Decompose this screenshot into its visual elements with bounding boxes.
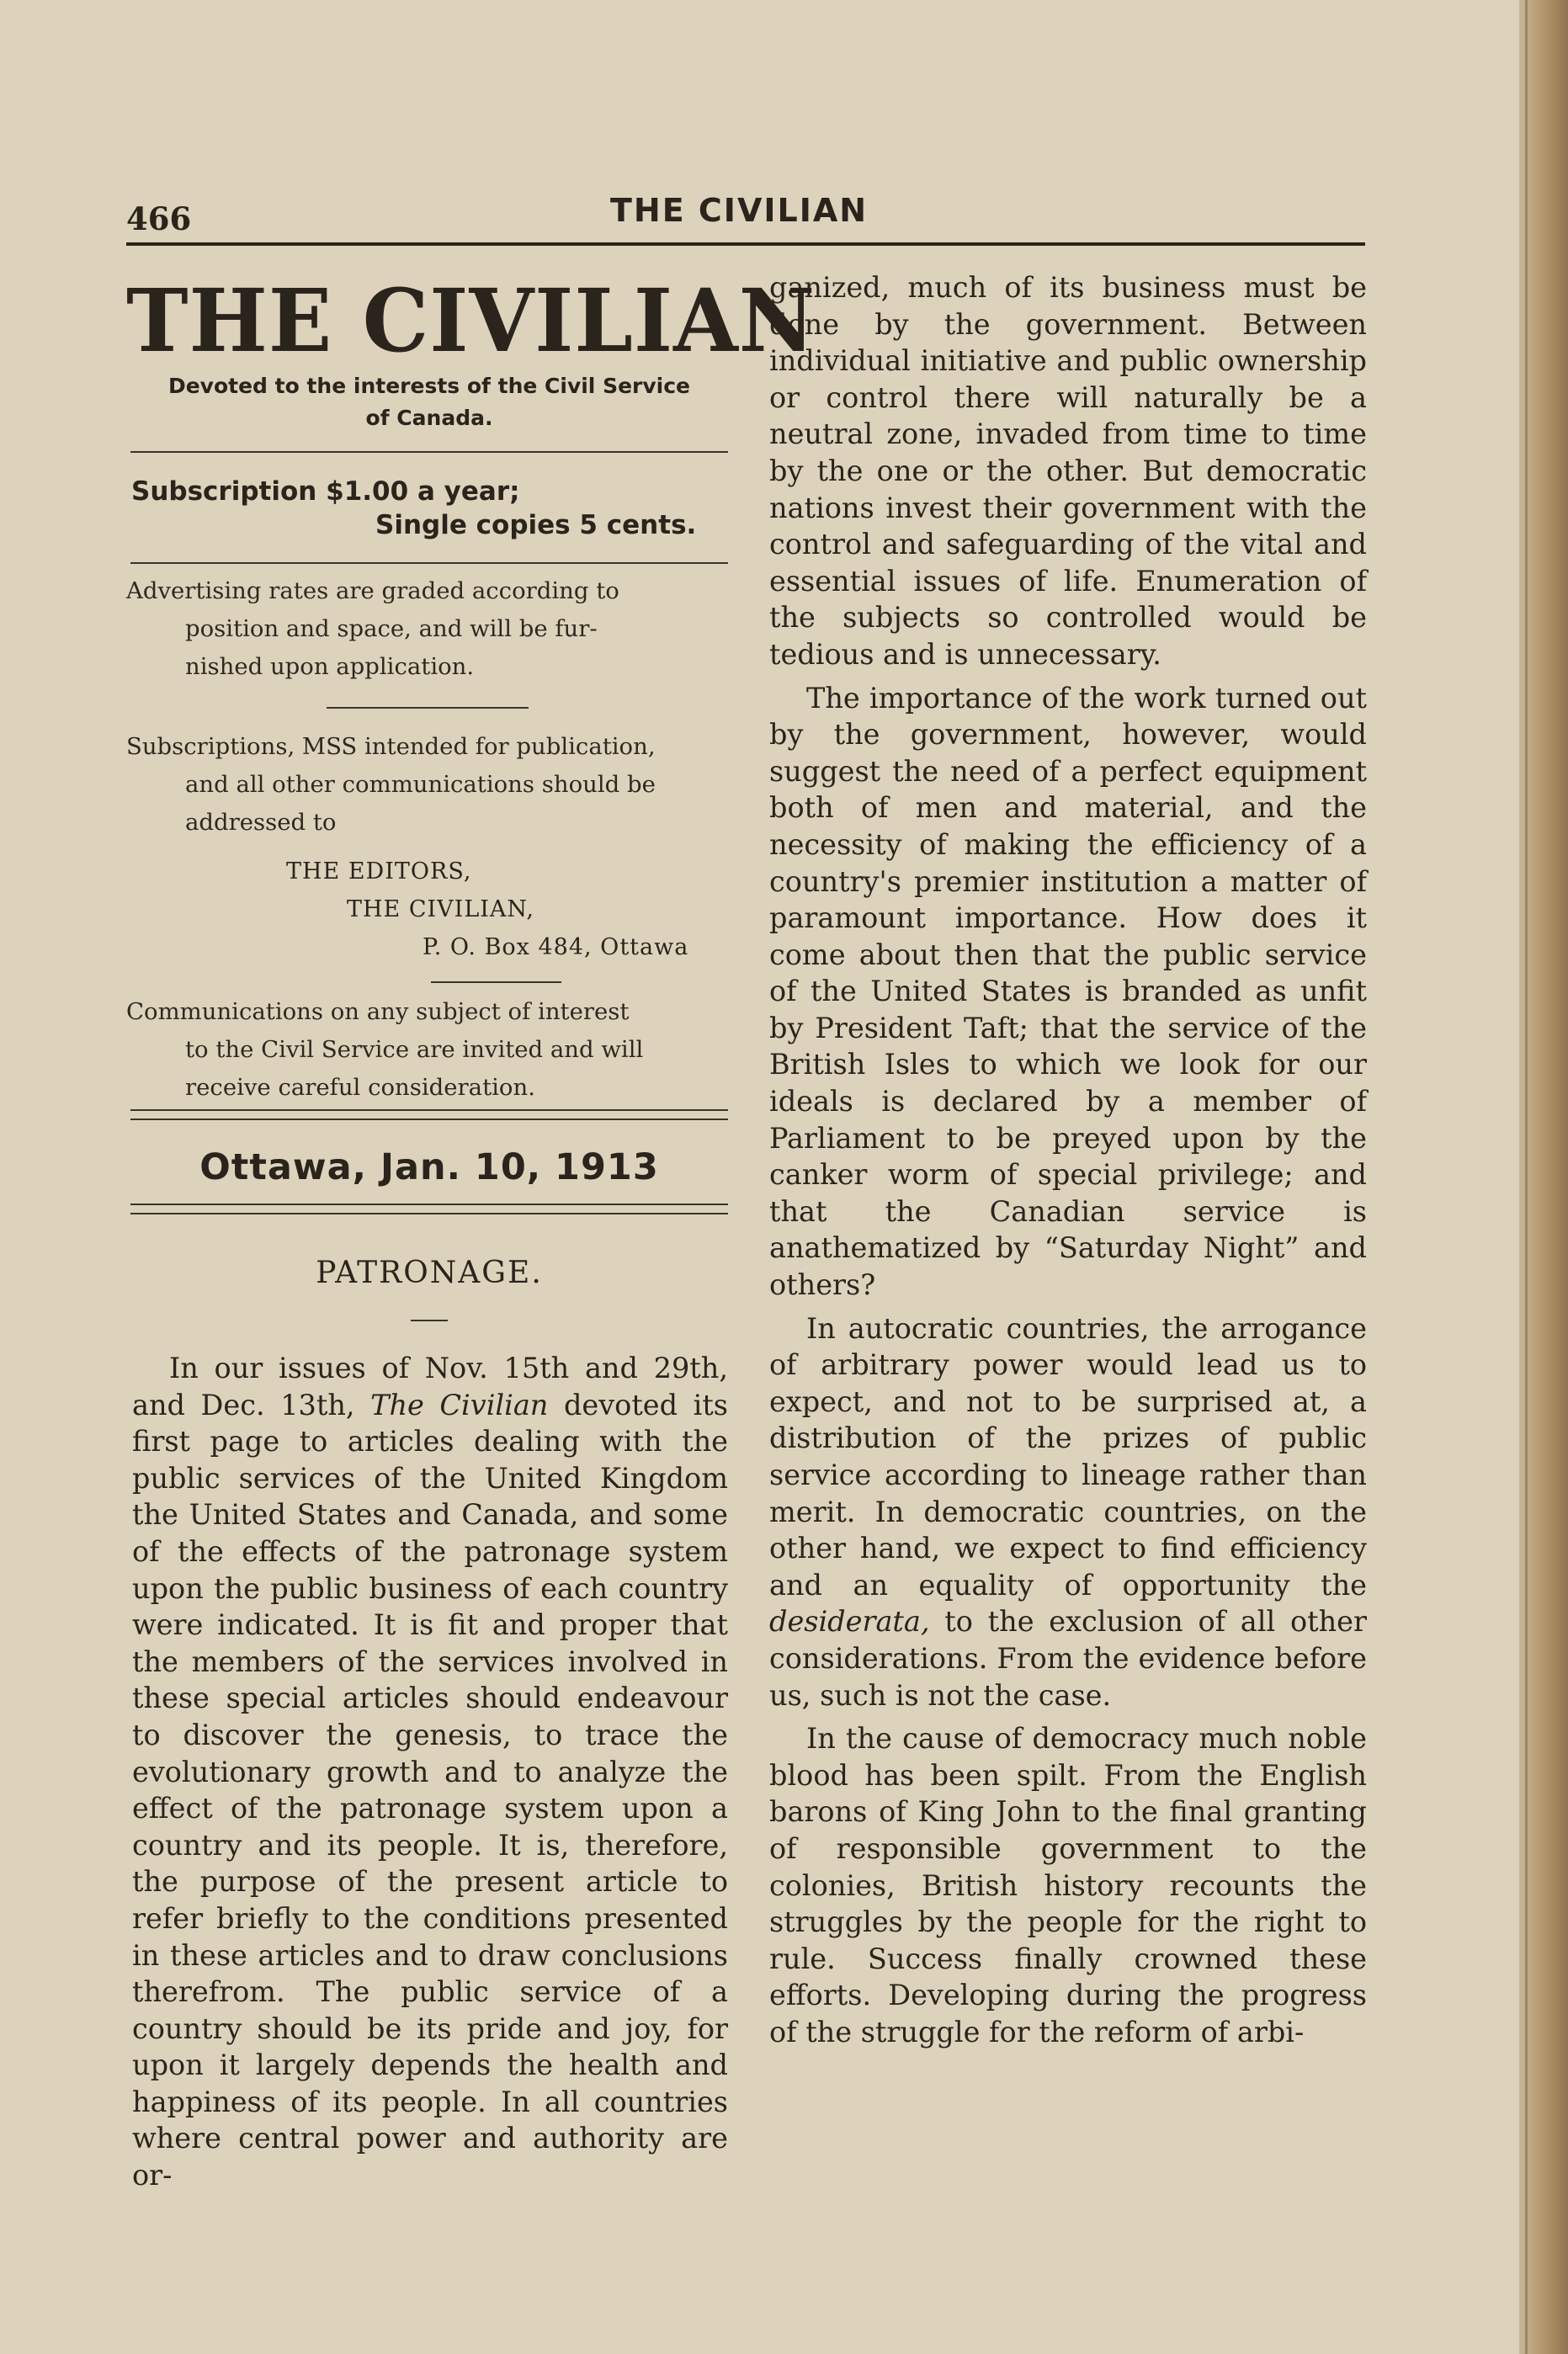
address-line-2: THE CIVILIAN,	[347, 896, 534, 922]
communications-line-2: to the Civil Service are invited and will	[185, 1036, 644, 1063]
advertising-notice	[126, 572, 732, 686]
heading-dash	[411, 1320, 448, 1321]
masthead-tagline	[126, 370, 732, 434]
advertising-line-3: nished upon application.	[185, 653, 475, 680]
paragraph-1-text-a: In our issues of Nov. 15th and 29th, and Dec. 13th,	[132, 1352, 728, 1421]
header-rule	[126, 242, 1365, 246]
masthead-rule-2	[130, 562, 728, 564]
page-number: 466	[126, 200, 192, 237]
submissions-line-1: Subscriptions, MSS intended for publication,	[126, 733, 656, 760]
article-right-column	[769, 269, 1367, 2051]
advertising-line-1: Advertising rates are graded according to	[126, 577, 619, 604]
masthead-short-rule-2	[431, 981, 561, 983]
communications-line-1: Communications on any subject of interest	[126, 998, 630, 1025]
dateline-rule-bottom	[130, 1204, 728, 1214]
submissions-line-3: addressed to	[185, 809, 337, 836]
masthead-rule-1	[130, 451, 728, 453]
article-paragraph-3	[769, 1310, 1367, 1714]
paragraph-3-text-a: In autocratic countries, the arrogance of arbitrary power would lead us to expect, and not to be surprised at, a distribution of the prizes of public service according to lineage rather than merit. In democratic countries, on the other hand, we expect to find efficiency and an equality of opportunity the	[769, 1311, 1367, 1602]
paragraph-3-text-b: to the exclusion of all other considerations. From the evidence before us, such is not the case.	[769, 1605, 1367, 1712]
communications-notice	[126, 993, 732, 1107]
article-paragraph-4: In the cause of democracy much noble blood has been spilt. From the English barons of King John to the final granting of responsible government to the colonies, British history recounts the struggles by the people for the right to rule. Success finally crowned these efforts. Developing during the progress of the struggle for the reform of arbi-	[769, 1722, 1367, 2048]
masthead-title: THE CIVILIAN	[126, 270, 816, 372]
page-edge-line	[1525, 0, 1528, 2354]
tagline-line-2: of Canada.	[365, 406, 493, 430]
subscription-price: Subscription $1.00 a year;	[131, 476, 520, 507]
running-head: THE CIVILIAN	[610, 192, 869, 229]
advertising-line-2: position and space, and will be fur-	[185, 615, 598, 642]
dateline-rule-top	[130, 1109, 728, 1120]
masthead-short-rule-1	[327, 707, 529, 709]
article-left-column	[132, 1350, 728, 2194]
paragraph-1-text-b: devoted its first page to articles dealing with the public services of the United Kingdom the United States and Canada, and some of the effects of the patronage system upon the public business of each country were indicated. It is fit and proper that the members of the services involved in these special articles should endeavour to discover the genesis, to trace the evolutionary growth and to analyze the effect of the patronage system upon a country and its people. It is, therefore, the purpose of the present article to refer briefly to the conditions presented in these articles and to draw conclusions therefrom. The public service of a country should be its pride and joy, for upon it largely depends the health and happiness of its people. In all countries where central power and authority are or-	[132, 1388, 728, 2192]
desiderata-italic: desiderata,	[769, 1605, 930, 1639]
submissions-notice	[126, 728, 732, 842]
article-paragraph-1-continued: ganized, much of its business must be done by the government. Between individual initiative and public ownership or control there will naturally be a neutral zone, invaded from time to time by the one or the other. But democratic nations invest their government with the control and safeguarding of the vital and essential issues of life. Enumeration of the subjects so controlled would be tedious and is unnecessary.	[769, 271, 1367, 671]
submissions-line-2: and all other communications should be	[185, 771, 656, 798]
address-line-1: THE EDITORS,	[286, 858, 472, 885]
communications-line-3: receive careful consideration.	[185, 1074, 535, 1101]
publication-name-italic: The Civilian	[370, 1388, 549, 1421]
article-paragraph-1	[132, 1350, 728, 2194]
dateline: Ottawa, Jan. 10, 1913	[199, 1146, 659, 1188]
article-paragraph-2: The importance of the work turned out by the government, however, would suggest the need of a perfect equipment both of men and material, and the necessity of making the efficiency of a country's premier institution a matter of paramount importance. How does it come about then that the public service of the United States is branded as unfit by President Taft; that the service of the British Isles to which we look for our ideals is declared by a member of Parliament to be preyed upon by the canker worm of special privilege; and that the Canadian service is anathematized by “Saturday Night” and others?	[769, 681, 1367, 1302]
article-heading: PATRONAGE.	[316, 1256, 543, 1290]
address-line-3: P. O. Box 484, Ottawa	[423, 934, 689, 960]
single-copy-price: Single copies 5 cents.	[375, 510, 697, 540]
tagline-line-1: Devoted to the interests of the Civil Service	[167, 374, 691, 398]
